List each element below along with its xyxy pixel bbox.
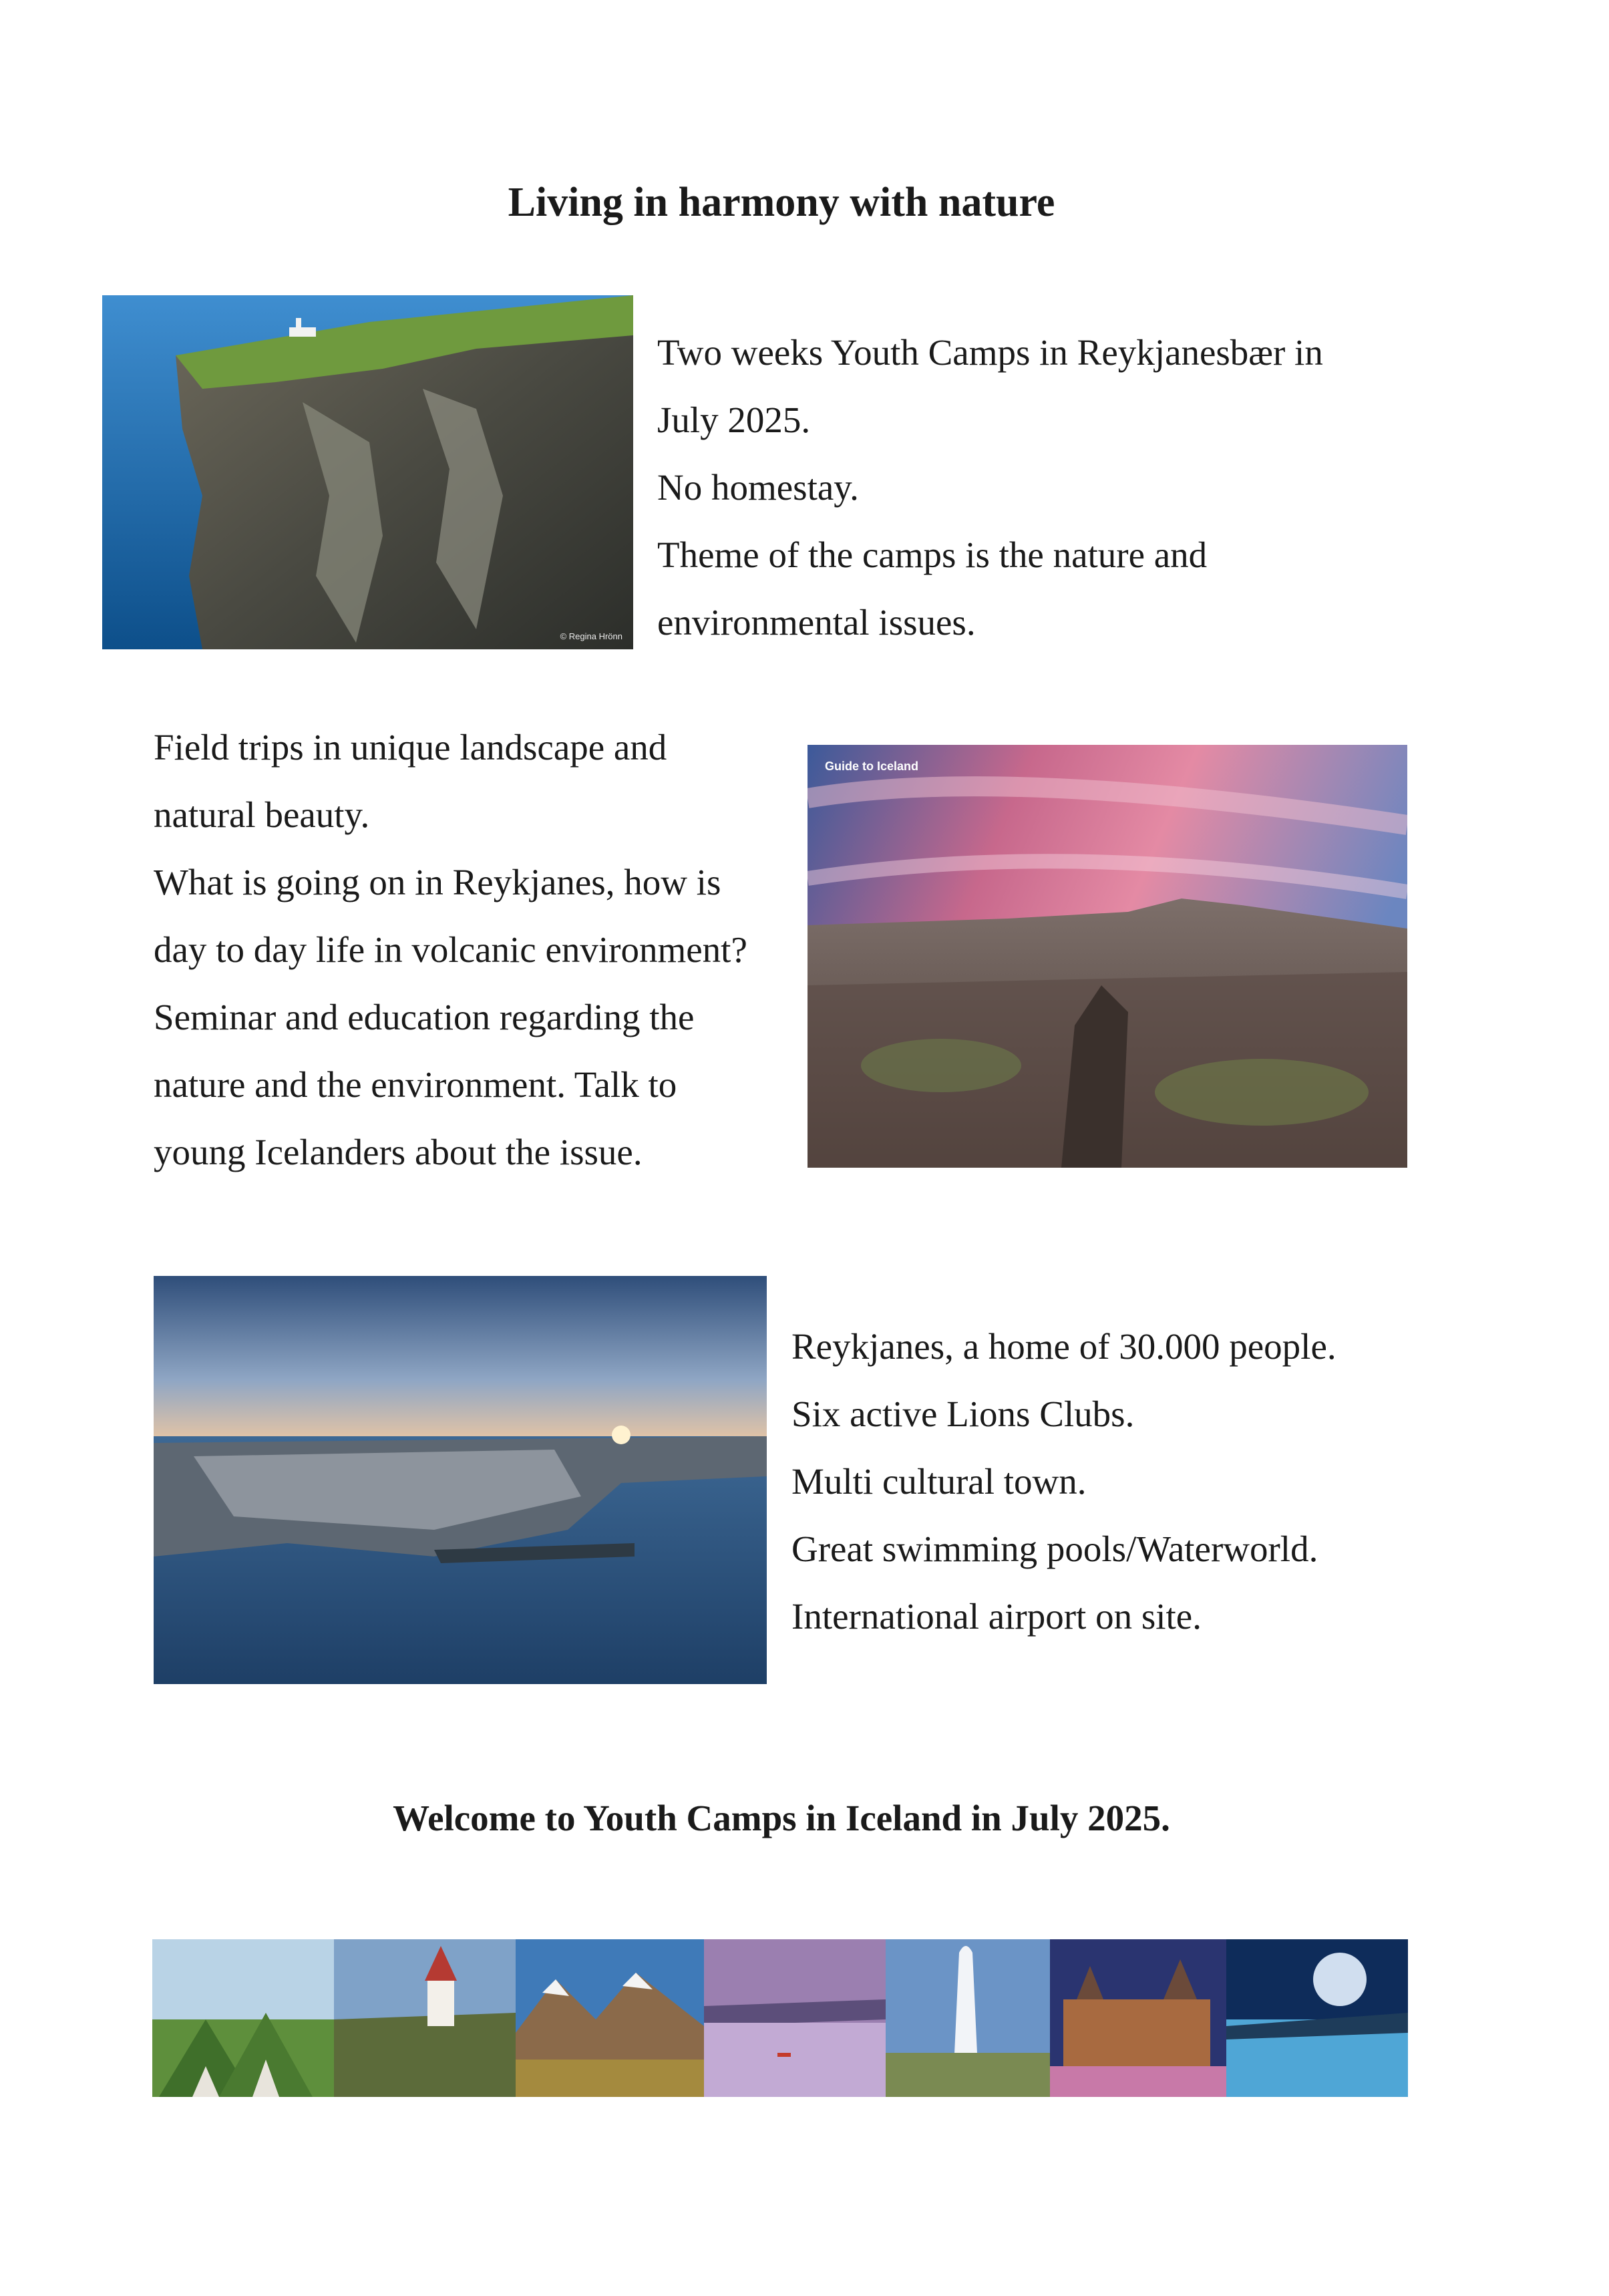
church-photo (334, 1939, 516, 2097)
text-line: Multi cultural town. (791, 1461, 1087, 1502)
text-line: Seminar and education regarding the (154, 997, 695, 1037)
night-town-photo (1050, 1939, 1226, 2097)
blue-lagoon-photo (1226, 1939, 1408, 2097)
page-title: Living in harmony with nature (508, 180, 1055, 225)
iceland-photo-strip (152, 1939, 1408, 2097)
photo-watermark: Guide to Iceland (825, 760, 919, 773)
welcome-heading: Welcome to Youth Camps in Iceland in July 2025. (393, 1798, 1170, 1838)
town-facts-text (791, 1313, 1336, 1650)
text-line: Great swimming pools/Waterworld. (791, 1528, 1318, 1569)
photo-credit: © Regina Hrönn (560, 631, 622, 641)
text-line: Six active Lions Clubs. (791, 1393, 1135, 1434)
text-line: Two weeks Youth Camps in Reykjanesbær in (657, 332, 1323, 373)
town-photo (154, 1276, 767, 1684)
cliff-photo (102, 295, 633, 649)
geyser-photo (886, 1939, 1050, 2097)
field-trips-text (154, 713, 747, 1186)
text-line: natural beauty. (154, 794, 370, 835)
text-line: July 2025. (657, 399, 811, 440)
text-line: International airport on site. (791, 1596, 1202, 1637)
text-line: nature and the environment. Talk to (154, 1064, 677, 1105)
text-line: day to day life in volcanic environment? (154, 929, 747, 970)
text-line: No homestay. (657, 467, 859, 508)
lava-field-photo (808, 745, 1407, 1168)
text-line: Theme of the camps is the nature and (657, 534, 1208, 575)
camp-intro-text (657, 319, 1323, 656)
text-line: young Icelanders about the issue. (154, 1132, 643, 1172)
text-line: environmental issues. (657, 602, 976, 643)
turf-houses-photo (152, 1939, 334, 2097)
text-line: Field trips in unique landscape and (154, 727, 667, 768)
text-line: Reykjanes, a home of 30.000 people. (791, 1326, 1336, 1367)
lake-photo (704, 1939, 886, 2097)
mountains-photo (516, 1939, 704, 2097)
text-line: What is going on in Reykjanes, how is (154, 862, 721, 903)
